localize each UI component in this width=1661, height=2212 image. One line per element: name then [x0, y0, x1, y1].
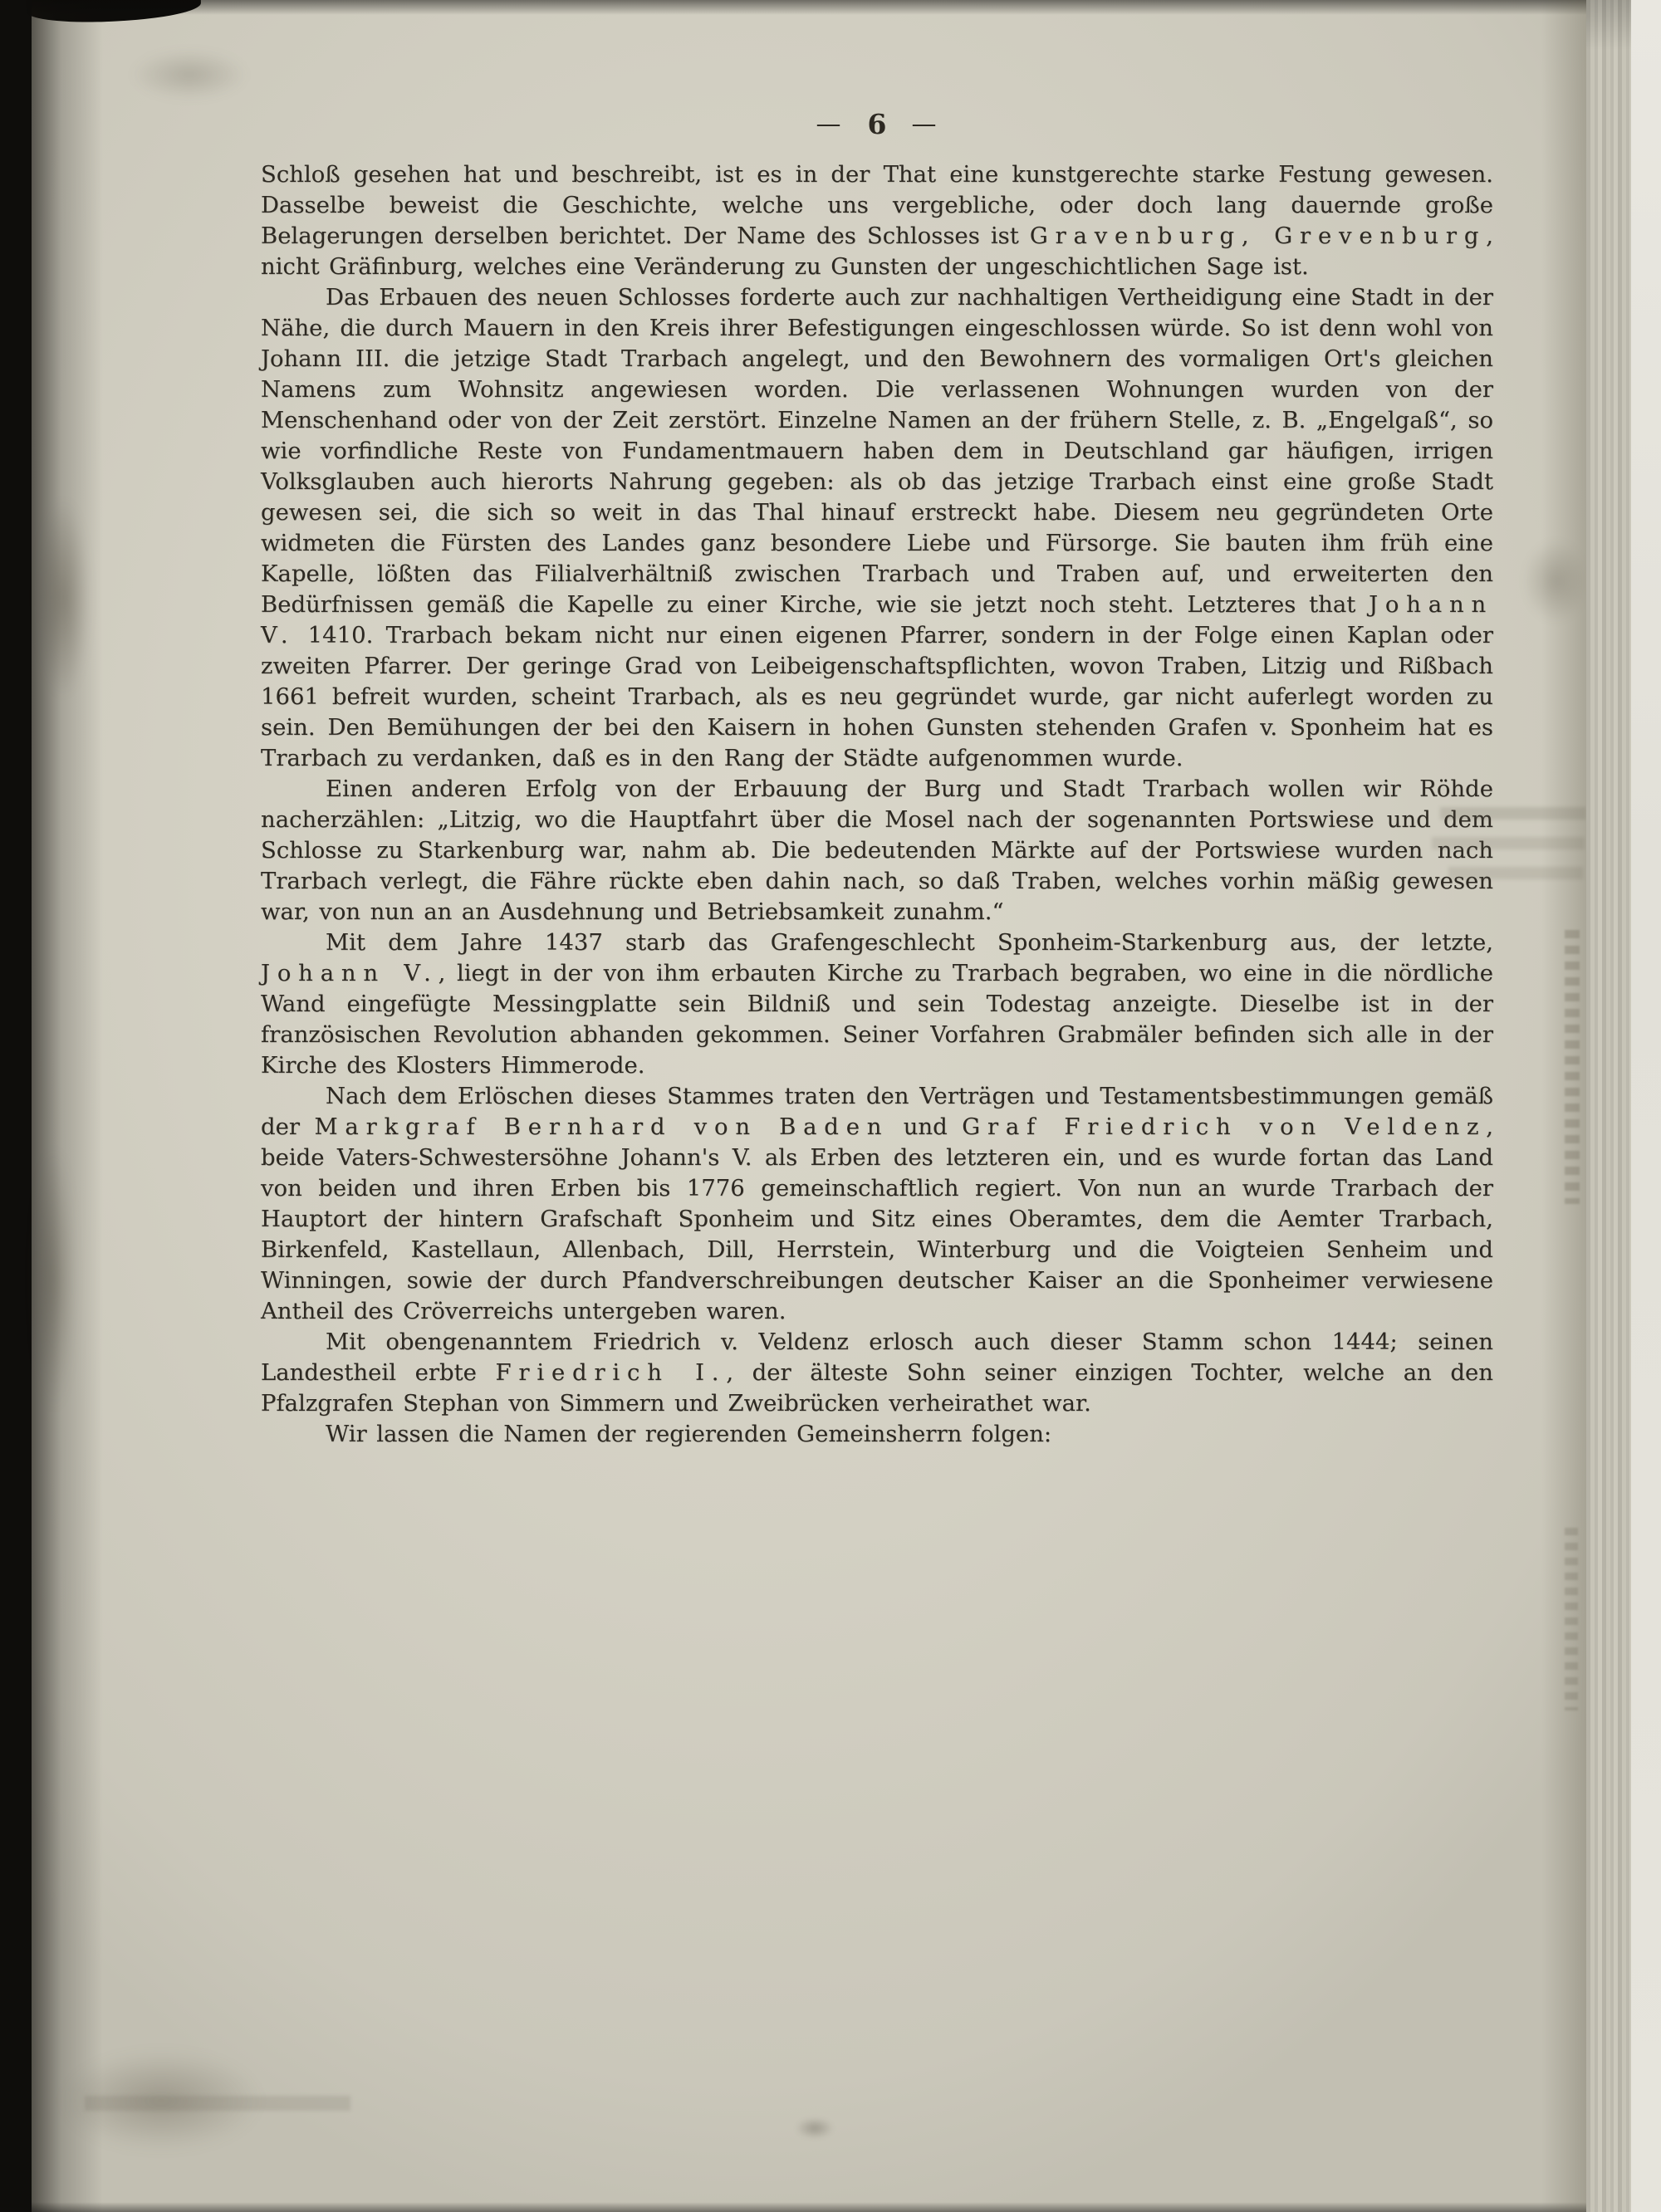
header-dash-left: — [816, 110, 843, 139]
text-segment: Wir lassen die Namen der regierenden Gemeinsherrn folgen: [326, 1421, 1052, 1447]
text-segment: Mit obengenanntem Friedrich v. Veldenz erlosch auch dieser Stamm schon 1444; seinen Landestheil erbte [261, 1329, 1493, 1386]
bleed-through-text [85, 2096, 350, 2111]
page-header [261, 108, 1493, 140]
paper-stain [61, 2051, 261, 2151]
text-segment: , der älteste Sohn seiner einzigen Tochter, welche an den Pfalzgrafen Stephan von Simmern und Zweibrücken verheirathet war. [261, 1359, 1493, 1417]
page-number: 6 [867, 108, 887, 140]
bleed-through-text [1565, 1528, 1578, 1710]
emphasized-name: Gravenburg, Grevenburg [1029, 223, 1487, 249]
paragraph [261, 282, 1493, 774]
text-segment: Nach dem Erlöschen dieses Stammes traten den Verträgen und Testamentsbestimmungen gemäß der [261, 1083, 1493, 1140]
emphasized-name: Johann V. [261, 960, 439, 986]
text-segment: Einen anderen Erfolg von der Erbauung der Burg und Stadt Trarbach wollen wir Röhde nacherzählen: „Litzig, wo die Hauptfahrt über die Mosel nach der sogenannten Portswiese und dem Schlosse zu Starkenburg war, nahm ab. Die bedeutenden Märkte auf der Portswiese wurden nach Trarbach verlegt, die Fähre rückte eben dahin nach, so daß Traben, welches vorhin mäßig gewesen war, von nun an an Ausdehnung und Betriebsamkeit zunahm.“ [261, 776, 1493, 925]
paper-stain [131, 50, 247, 100]
paper-stain [37, 498, 90, 697]
scan-outer-margin [1631, 0, 1661, 2212]
text-segment: Schloß gesehen hat und beschreibt, ist es in der That eine kunstgerechte starke Festung gewesen. Dasselbe beweist die Geschichte, welche uns vergebliche, oder doch lang dauernde große Belagerungen derselben berichtet. Der Name des Schlosses ist [261, 161, 1493, 249]
paper-sheet [32, 0, 1586, 2212]
text-segment: , liegt in der von ihm erbauten Kirche zu Trarbach begraben, wo eine in die nördliche Wand eingefügte Messingplatte sein Bildniß und sein Todestag anzeigte. Dieselbe ist in der französischen Revolution abhanden gekommen. Seiner Vorfahren Grabmäler befinden sich alle in der Kirche des Klosters Himmerode. [261, 960, 1493, 1079]
paper-stain [796, 2117, 834, 2139]
text-segment: 1410. Trarbach bekam nicht nur einen eigenen Pfarrer, sondern in der Folge einen Kaplan oder zweiten Pfarrer. Der geringe Grad von Leibeigenschaftspflichten, wovon Traben, Litzig und Rißbach 1661 befreit wurden, scheint Trarbach, als es neu gegründet wurde, gar nicht auferlegt worden zu sein. Den Bemühungen der bei den Kaisern in hohen Gunsten stehenden Grafen v. Sponheim hat es Trarbach zu verdanken, daß es in den Rang der Städte aufgenommen wurde. [261, 622, 1493, 771]
bottom-edge-shadow [32, 2202, 1586, 2212]
bleed-through-text [1565, 930, 1580, 1204]
right-edge-shadow [1541, 0, 1586, 2212]
paragraph [261, 927, 1493, 1081]
spine-shadow [32, 0, 103, 2212]
emphasized-name: Markgraf Bernhard von Baden [314, 1113, 889, 1140]
text-segment: Mit dem Jahre 1437 starb das Grafengeschlecht Sponheim-Starkenburg aus, der letzte, [326, 929, 1493, 956]
paragraph [261, 1419, 1493, 1450]
paper-stain [1523, 540, 1588, 623]
document-body [261, 159, 1493, 1450]
scan-dark-corner [27, 0, 202, 23]
header-dash-right: — [911, 110, 938, 139]
emphasized-name: Johann V. [261, 591, 1493, 648]
text-segment: Das Erbauen des neuen Schlosses forderte auch zur nachhaltigen Vertheidigung eine Stadt in der Nähe, die durch Mauern in den Kreis ihrer Befestigungen eingeschlossen würde. So ist denn wohl von Johann III. die jetzige Stadt Trarbach angelegt, und den Bewohnern des vormaligen Ort's gleichen Namens zum Wohnsitz angewiesen worden. Die verlassenen Wohnungen wurden von der Menschenhand oder von der Zeit zerstört. Einzelne Namen an der frühern Stelle, z. B. „Engelgaß“, so wie vorfindliche Reste von Fundamentmauern haben dem in Deutschland gar häufigen, irrigen Volksglauben auch hierorts Nahrung gegeben: als ob das jetzige Trarbach einst eine große Stadt gewesen sei, die sich so weit in das Thal hinauf erstreckt habe. Diesem neu gegründeten Orte widmeten die Fürsten des Landes ganz besondere Liebe und Fürsorge. Sie bauten ihm früh eine Kapelle, lößten das Filialverhältniß zwischen Trarbach und Traben auf, und erweiterten den Bedürfnissen gemäß die Kapelle zu einer Kirche, wie sie jetzt noch steht. Letzteres that [261, 284, 1493, 618]
paragraph [261, 1327, 1493, 1419]
top-edge-shadow [32, 0, 1586, 15]
paper-stain [33, 1146, 75, 1412]
emphasized-name: Graf Friedrich von Veldenz [962, 1113, 1487, 1140]
emphasized-name: Friedrich I. [495, 1359, 727, 1386]
text-segment: , nicht Gräfinburg, welches eine Veränderung zu Gunsten der ungeschichtlichen Sage ist. [261, 223, 1493, 280]
book-fore-edge [1586, 0, 1631, 2212]
text-segment: , beide Vaters-Schwestersöhne Johann's V. als Erben des letzteren ein, und es wurde fortan das Land von beiden und ihren Erben bis 1776 gemeinschaftlich regiert. Von nun an wurde Trarbach der Hauptort der hintern Grafschaft Sponheim und Sitz eines Oberamtes, dem die Aemter Trarbach, Birkenfeld, Kastellaun, Allenbach, Dill, Herrstein, Winterburg und die Voigteien Senheim und Winningen, sowie der durch Pfandverschreibungen deutscher Kaiser an die Sponheimer verwiesene Antheil des Cröverreichs untergeben waren. [261, 1113, 1494, 1324]
paragraph [261, 159, 1493, 282]
paragraph [261, 774, 1493, 927]
paragraph [261, 1081, 1493, 1327]
text-segment: und [889, 1113, 963, 1140]
